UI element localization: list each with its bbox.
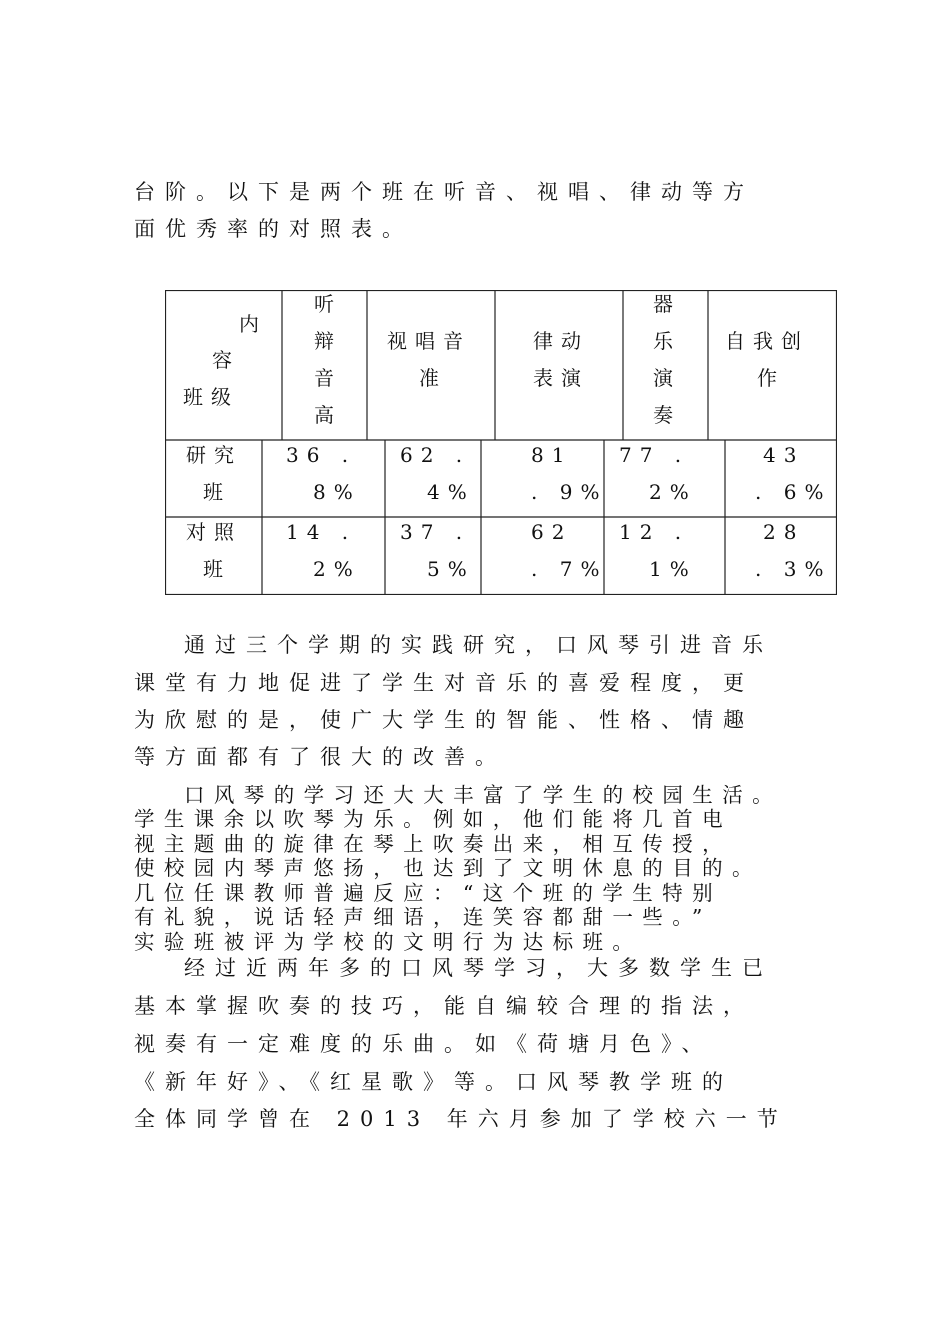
para3-line-1: 经过近两年多的口风琴学习，大多数学生已 (184, 956, 773, 980)
table-cell: 2% (313, 557, 361, 581)
table-cell: . 3% (755, 557, 832, 581)
row-name-2: 班 (203, 557, 231, 581)
header-corner-content-2: 容 (212, 348, 240, 372)
header-col4-char: 乐 (653, 329, 673, 353)
table-cell: 12 . (619, 520, 690, 544)
table-cell: 8% (313, 480, 361, 504)
row-name: 研究 (186, 443, 242, 467)
header-sight-singing: 视唱音 (387, 329, 471, 353)
para3-line-4: 《新年好》、《红星歌》等。口风琴教学班的 (134, 1070, 733, 1094)
header-col1-char: 音 (314, 366, 334, 390)
table-cell: 77 . (619, 443, 690, 467)
header-creation-2: 作 (757, 366, 785, 390)
table-cell: . 9% (531, 480, 608, 504)
header-rhythm-2: 表演 (533, 366, 589, 390)
para2-line-7: 实验班被评为学校的文明行为达标班。 (134, 930, 643, 954)
header-corner-content: 内 (239, 312, 267, 336)
table-cell: 81 (531, 443, 573, 467)
table-cell: 1% (649, 557, 697, 581)
comparison-table (165, 290, 837, 595)
table-cell: 14 . (286, 520, 357, 544)
para1-line-1: 通过三个学期的实践研究，口风琴引进音乐 (184, 633, 773, 657)
para3-line-5: 全体同学曾在 2013 年六月参加了学校六一节 (134, 1107, 788, 1131)
table-cell: 43 (763, 443, 805, 467)
para2-line-5: 几位任课教师普遍反应：“这个班的学生特别 (134, 881, 722, 905)
table-cell: 5% (427, 557, 475, 581)
table-cell: 62 . (400, 443, 471, 467)
para1-line-3: 为欣慰的是，使广大学生的智能、性格、情趣 (134, 708, 754, 732)
header-instrumental (648, 286, 678, 434)
header-col4-char: 器 (653, 292, 673, 316)
intro-line-1: 台阶。以下是两个班在听音、视唱、律动等方 (134, 180, 754, 204)
header-col4-char: 演 (653, 366, 673, 390)
header-listening-pitch (309, 286, 339, 434)
para1-line-2: 课堂有力地促进了学生对音乐的喜爱程度，更 (134, 671, 754, 695)
intro-line-2: 面优秀率的对照表。 (134, 217, 413, 241)
table-cell: 36 . (286, 443, 357, 467)
para2-line-2: 学生课余以吹琴为乐。例如，他们能将几首电 (134, 807, 732, 831)
para2-line-3: 视主题曲的旋律在琴上吹奏出来，相互传授， (134, 832, 732, 856)
table-cell: . 7% (531, 557, 608, 581)
header-col1-char: 高 (314, 403, 334, 427)
table-cell: 4% (427, 480, 475, 504)
para2-line-6: 有礼貌，说话轻声细语，连笑容都甜一些。” (134, 905, 712, 929)
header-col1-char: 辩 (314, 329, 334, 353)
para2-line-1: 口风琴的学习还大大丰富了学生的校园生活。 (184, 783, 782, 807)
table-cell: 28 (763, 520, 805, 544)
para2-line-4: 使校园内琴声悠扬，也达到了文明休息的目的。 (134, 856, 762, 880)
header-rhythm: 律动 (533, 329, 589, 353)
table-cell: 2% (649, 480, 697, 504)
header-creation: 自我创 (725, 329, 809, 353)
para3-line-3: 视奏有一定难度的乐曲。如《荷塘月色》、 (134, 1032, 713, 1056)
para1-line-4: 等方面都有了很大的改善。 (134, 745, 506, 769)
table-cell: 62 (531, 520, 573, 544)
header-corner-class: 班级 (183, 385, 239, 409)
table-cell: 37 . (400, 520, 471, 544)
table-cell: . 6% (755, 480, 832, 504)
header-col1-char: 听 (314, 292, 334, 316)
header-sight-singing-2: 准 (419, 366, 447, 390)
header-col4-char: 奏 (653, 403, 673, 427)
row-name: 对照 (186, 520, 242, 544)
row-name-2: 班 (203, 480, 231, 504)
para3-line-2: 基本掌握吹奏的技巧，能自编较合理的指法， (134, 994, 754, 1018)
